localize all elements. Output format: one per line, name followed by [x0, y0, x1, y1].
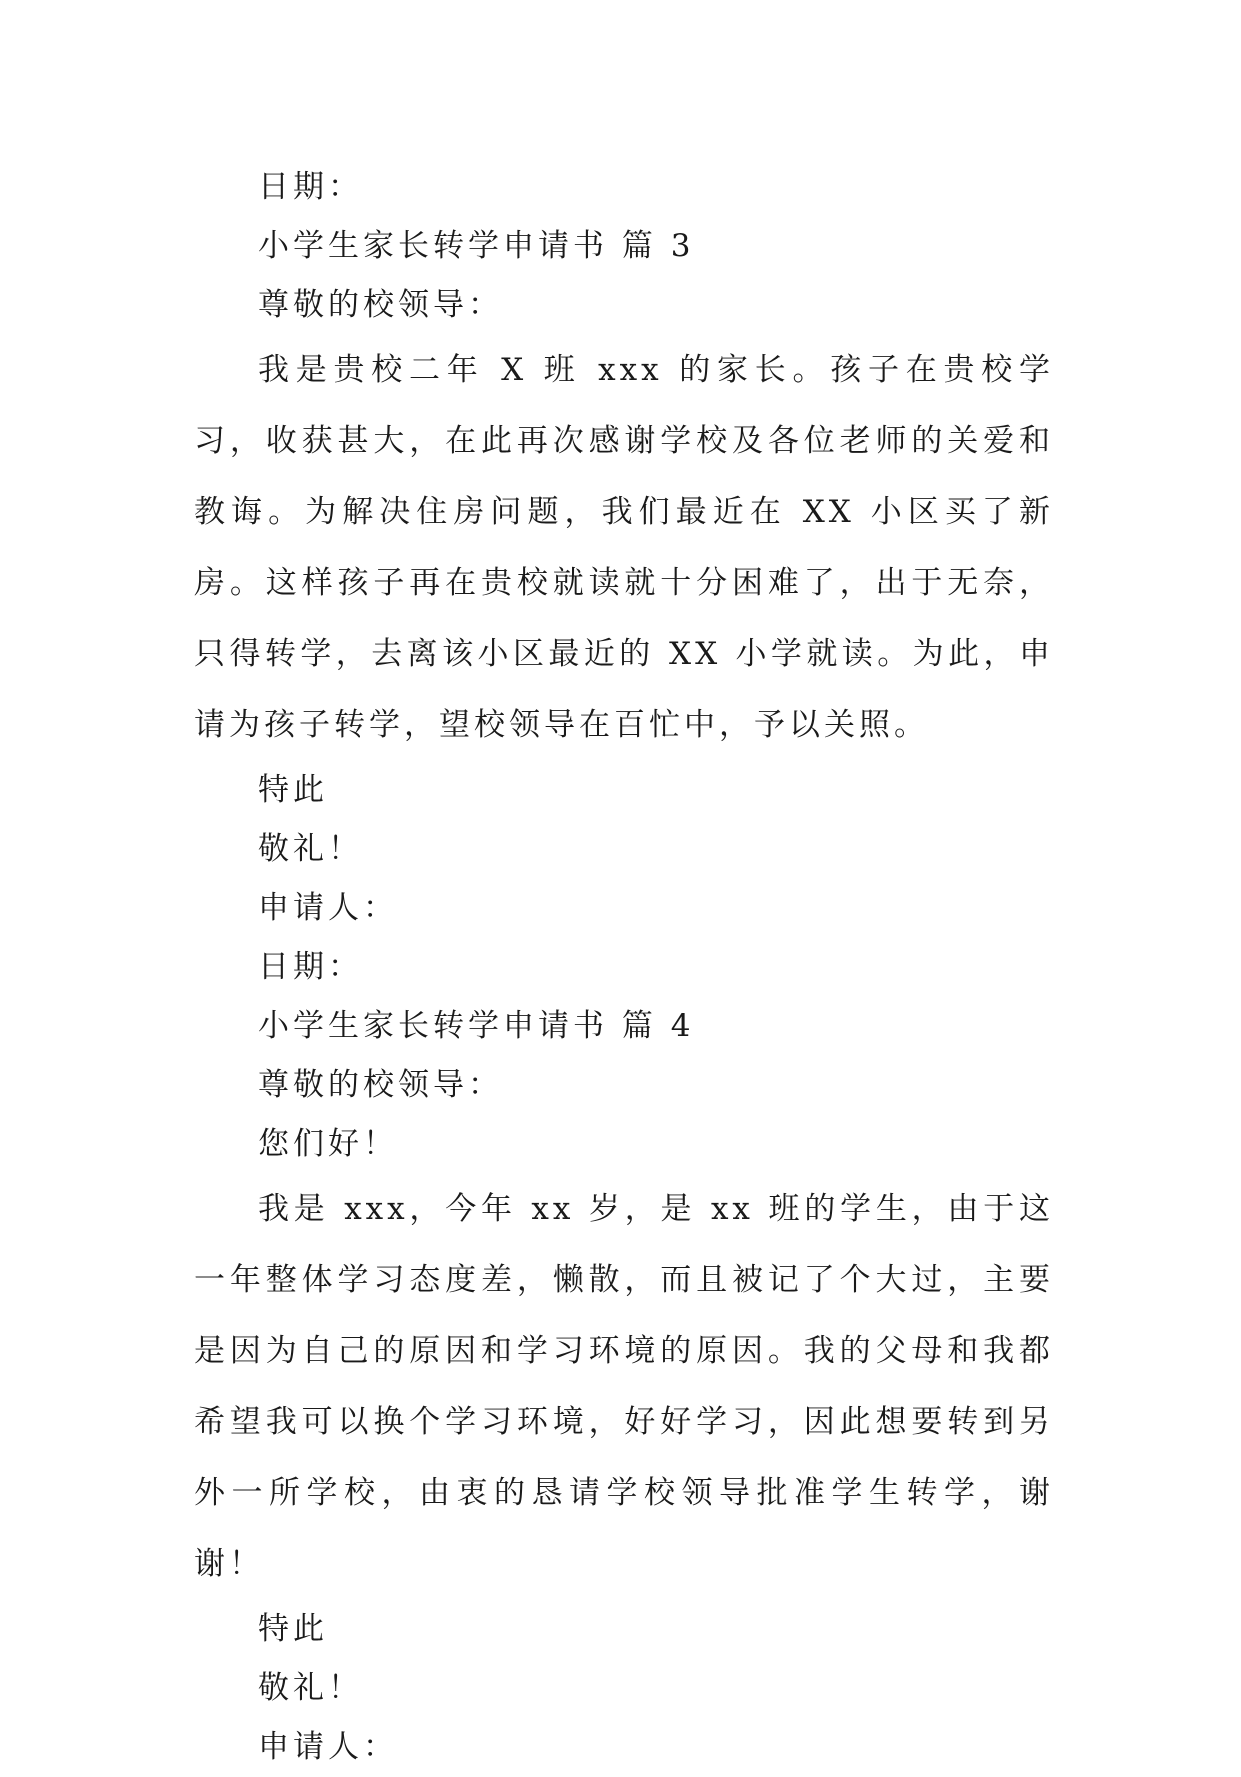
applicant-label: 申请人： [258, 1729, 398, 1765]
greeting: 您们好！ [258, 1126, 398, 1162]
body-paragraph-2: 我是 xxx，今年 xx 岁，是 xx 班的学生，由于这一年整体学习态度差，懒散，而且被记了个大过，主要是因为自己的原因和学习环境的原因。我的父母和我都希望我可以换个学习环境，好好学习，因此想要转到另外一所学校，由衷的恳请学校领导批准学生转学，谢谢！ [194, 1191, 1054, 1582]
date-label: 日期： [258, 949, 363, 985]
section-title-4: 小学生家长转学申请书 篇 4 [258, 1008, 695, 1044]
body-paragraph-1: 我是贵校二年 X 班 xxx 的家长。孩子在贵校学习，收获甚大，在此再次感谢学校及各位老师的关爱和教诲。为解决住房问题，我们最近在 XX 小区买了新房。这样孩子再在贵校就读就十分困难了，出于无奈，只得转学，去离该小区最近的 XX 小学就读。为此，申请为孩子转学，望校领导在百忙中，予以关照。 [194, 352, 1054, 743]
closing-jingli: 敬礼！ [258, 831, 363, 867]
document-body [194, 158, 1054, 1777]
closing-jingli: 敬礼！ [258, 1670, 363, 1706]
closing-tebi: 特此 [258, 772, 328, 808]
applicant-label: 申请人： [258, 890, 398, 926]
salutation: 尊敬的校领导： [258, 1067, 503, 1103]
section-title-3: 小学生家长转学申请书 篇 3 [258, 228, 695, 264]
date-label: 日期： [258, 169, 363, 205]
salutation: 尊敬的校领导： [258, 287, 503, 323]
closing-tebi: 特此 [258, 1611, 328, 1647]
